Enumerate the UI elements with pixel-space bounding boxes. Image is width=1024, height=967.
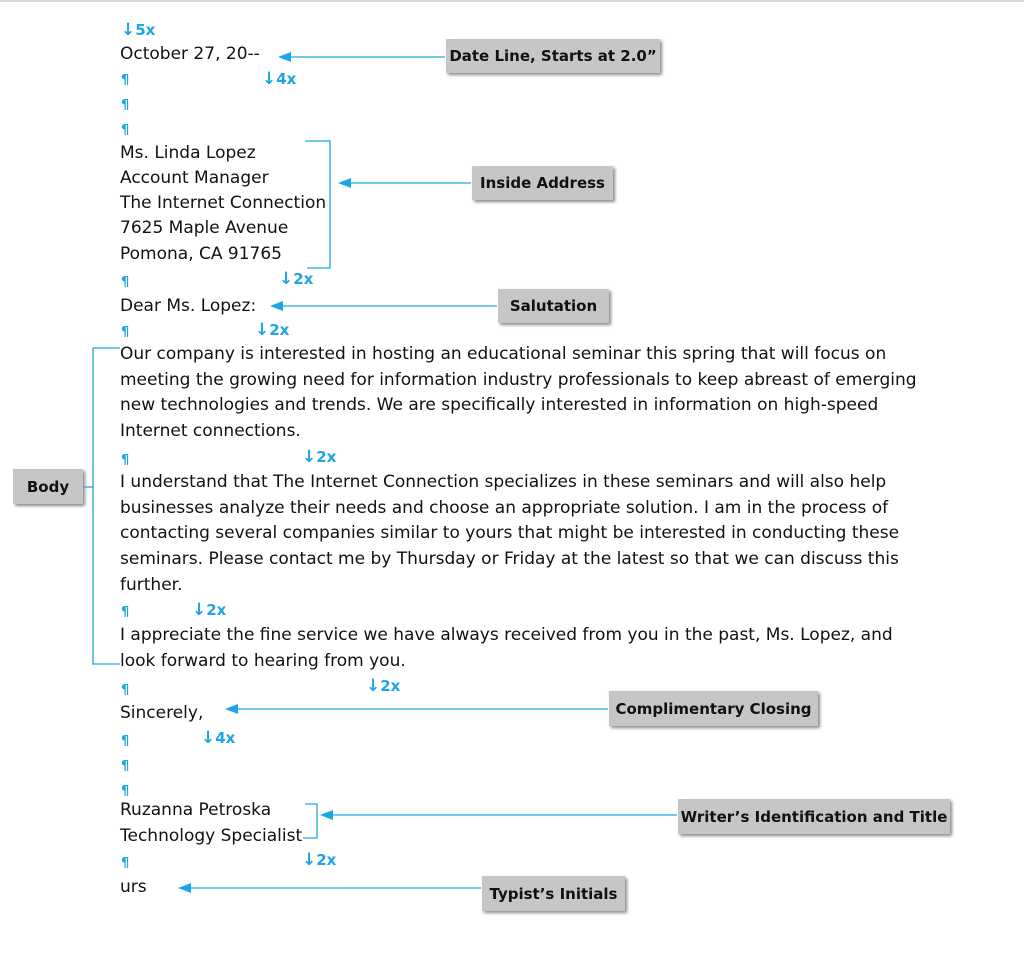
pilcrow-icon: ¶ (121, 98, 130, 113)
inside-address-line: Pomona, CA 91765 (120, 244, 282, 264)
inside-address-line: Account Manager (120, 168, 269, 188)
writer-bracket (303, 804, 317, 838)
complimentary-closing: Sincerely, (120, 703, 204, 723)
down-arrow-icon: ↓ (192, 600, 207, 620)
inside-address-line: 7625 Maple Avenue (120, 218, 289, 238)
pilcrow-icon: ¶ (121, 275, 130, 290)
pilcrow-icon: ¶ (121, 784, 130, 799)
spacing-count: 2x (293, 270, 314, 288)
spacing-indicator (255, 321, 289, 340)
spacing-count: 5x (135, 21, 156, 39)
down-arrow-icon: ↓ (279, 269, 294, 289)
inside-address-label: Inside Address (472, 166, 613, 200)
inside-address-line: The Internet Connection (120, 193, 327, 213)
body-paragraph: Our company is interested in hosting an educational seminar this spring that will focus on meeting the growing need for information industry professionals to keep abreast of emerging new technologies and trends. We are specifically interested in information on high-speed Internet connections. (120, 344, 917, 442)
writer-identification-label: Writer’s Identification and Title (678, 799, 950, 834)
down-arrow-icon: ↓ (302, 447, 317, 467)
down-arrow-icon: ↓ (121, 20, 136, 40)
pilcrow-icon: ¶ (121, 683, 130, 698)
inside-address-arrowhead (338, 178, 351, 188)
spacing-count: 2x (269, 321, 290, 339)
body-bracket (93, 348, 120, 664)
date-line-label: Date Line, Starts at 2.0” (446, 39, 660, 73)
spacing-indicator (192, 601, 226, 620)
date-arrowhead (278, 52, 291, 62)
pilcrow-icon: ¶ (121, 759, 130, 774)
down-arrow-icon: ↓ (255, 320, 270, 340)
spacing-count: 2x (380, 677, 401, 695)
typist-initials: urs (120, 877, 147, 897)
date-line: October 27, 20-- (120, 44, 260, 64)
spacing-indicator (279, 270, 313, 289)
spacing-indicator (201, 729, 235, 748)
spacing-indicator (302, 448, 336, 467)
complimentary-closing-label: Complimentary Closing (609, 691, 818, 726)
inside-address-line: Ms. Linda Lopez (120, 143, 256, 163)
body-label: Body (13, 469, 83, 504)
pilcrow-icon: ¶ (121, 123, 130, 138)
spacing-indicator (121, 21, 155, 40)
spacing-indicator (262, 70, 296, 89)
writer-name: Ruzanna Petroska (120, 800, 272, 820)
down-arrow-icon: ↓ (262, 69, 277, 89)
closing-arrowhead (225, 704, 238, 714)
spacing-indicator (302, 851, 336, 870)
spacing-count: 4x (276, 70, 297, 88)
body-paragraph: I appreciate the fine service we have always received from you in the past, Ms. Lopez, and look forward to hearing from you. (120, 625, 893, 671)
salutation-label: Salutation (498, 289, 609, 323)
pilcrow-icon: ¶ (121, 734, 130, 749)
pilcrow-icon: ¶ (121, 73, 130, 88)
writer-title: Technology Specialist (120, 826, 303, 846)
body-paragraph: I understand that The Internet Connection specializes in these seminars and will also help businesses analyze their needs and choose an appropriate solution. I am in the process of contacting several companies similar to yours that might be interested in conducting these seminars. Please contact me by Thursday or Friday at the latest so that we can discuss this further. (120, 472, 900, 595)
pilcrow-icon: ¶ (121, 856, 130, 871)
spacing-count: 2x (206, 601, 227, 619)
typist-initials-label: Typist’s Initials (482, 876, 625, 911)
spacing-indicator (366, 677, 400, 696)
down-arrow-icon: ↓ (366, 676, 381, 696)
writer-arrowhead (320, 810, 333, 820)
pilcrow-icon: ¶ (121, 325, 130, 340)
typist-arrowhead (178, 883, 191, 893)
salutation-arrowhead (270, 301, 283, 311)
pilcrow-icon: ¶ (121, 453, 130, 468)
spacing-count: 4x (215, 729, 236, 747)
salutation: Dear Ms. Lopez: (120, 296, 257, 316)
down-arrow-icon: ↓ (302, 850, 317, 870)
down-arrow-icon: ↓ (201, 728, 216, 748)
pilcrow-icon: ¶ (121, 605, 130, 620)
spacing-count: 2x (316, 448, 337, 466)
spacing-count: 2x (316, 851, 337, 869)
